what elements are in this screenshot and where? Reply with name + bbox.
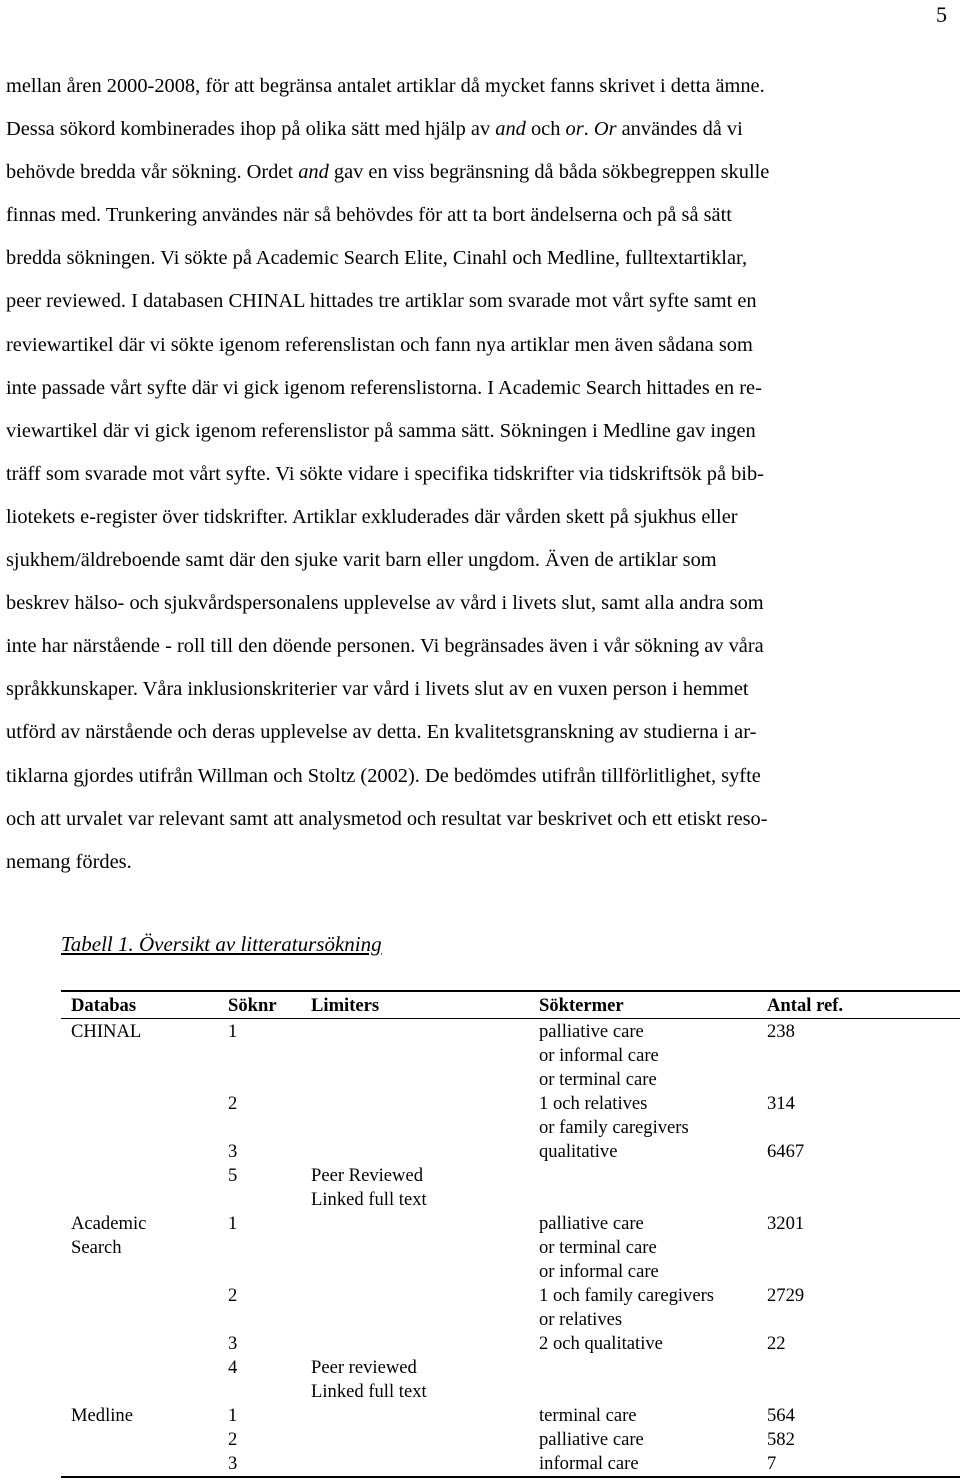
table-cell-ref-count: 7 [767,1453,777,1474]
text-segment: gav en viss begränsning då båda sökbegreppen skulle [328,161,770,184]
table-cell-search-terms: or relatives [539,1309,623,1330]
text-line [6,539,938,582]
text-segment: användes då vi [616,118,743,141]
table-cell-limiters: Linked full text [311,1381,427,1402]
table-cell-search-number: 3 [228,1333,238,1354]
table-cell-search-terms: or terminal care [539,1069,657,1090]
text-segment: träff som svarade mot vårt syfte. Vi sökte vidare i specifika tidskrifter via tidskriftsök på bib- [6,462,764,485]
text-line [6,410,938,453]
text-line [6,841,938,884]
table-bottom-rule [61,1476,960,1478]
table-cell-search-terms: palliative care [539,1021,644,1042]
text-line [6,798,938,841]
text-segment: inte har närstående - roll till den döende personen. Vi begränsades även i vår sökning av våra [6,635,764,658]
table-cell-ref-count: 3201 [767,1213,805,1234]
table-cell-ref-count: 582 [767,1429,795,1450]
text-segment: behövde bredda vår sökning. Ordet [6,161,299,184]
table-cell-search-terms: or informal care [539,1261,659,1282]
italic-term: Or [593,118,617,141]
table-cell-search-terms: or terminal care [539,1237,657,1258]
table-cell-search-terms: 1 och family caregivers [539,1285,715,1306]
text-segment: beskrev hälso- och sjukvårdspersonalens upplevelse av vård i livets slut, samt alla andra som [6,592,764,615]
text-line [6,668,938,711]
table-cell-limiters: Linked full text [311,1189,427,1210]
table-cell-ref-count: 564 [767,1405,795,1426]
text-segment: viewartikel där vi gick igenom referenslistor på samma sätt. Sökningen i Medline gav ingen [6,419,756,442]
text-segment: liotekets e-register över tidskrifter. Artiklar exkluderades där vården skett på sjukhus eller [6,505,738,528]
page-number: 5 [936,2,947,27]
text-segment: och [525,118,566,141]
table-cell-search-terms: or informal care [539,1045,659,1066]
table-cell-search-terms: 1 och relatives [539,1093,648,1114]
italic-term: and [298,161,329,184]
table-cell-search-terms: 2 och qualitative [539,1333,663,1354]
text-segment: finnas med. Trunkering användes när så behövdes för att ta bort ändelserna och på så sätt [6,204,732,227]
text-line [6,711,938,754]
text-line [6,582,938,625]
table-cell-search-number: 3 [228,1453,238,1474]
table-cell-database: Search [71,1237,122,1258]
text-line [6,151,938,194]
text-line [6,280,938,323]
column-header-search-terms: Söktermer [539,995,624,1016]
column-header-search-number: Söknr [228,995,277,1016]
table-cell-ref-count: 22 [767,1333,786,1354]
text-line [6,755,938,798]
table-cell-search-number: 3 [228,1141,238,1162]
body-paragraph [6,65,938,884]
table-cell-database: Medline [71,1405,133,1426]
table-cell-search-terms: palliative care [539,1429,644,1450]
text-segment: bredda sökningen. Vi sökte på Academic Search Elite, Cinahl och Medline, fulltextartiklar, [6,247,748,270]
table-cell-search-number: 4 [228,1357,238,1378]
table-cell-search-number: 2 [228,1285,238,1306]
text-line [6,625,938,668]
text-segment: . [583,118,594,141]
text-line [6,496,938,539]
text-segment: peer reviewed. I databasen CHINAL hittades tre artiklar som svarade mot vårt syfte samt en [6,290,757,313]
text-segment: utförd av närstående och deras upplevelse av detta. En kvalitetsgranskning av studierna i ar- [6,721,757,744]
table-cell-ref-count: 6467 [767,1141,805,1162]
table-cell-ref-count: 238 [767,1021,795,1042]
table-top-rule [61,990,960,992]
text-segment: Dessa sökord kombinerades ihop på olika sätt med hjälp av [6,118,496,141]
table-cell-search-number: 5 [228,1165,238,1186]
text-line [6,237,938,280]
table-cell-database: CHINAL [71,1021,142,1042]
text-segment: reviewartikel där vi sökte igenom referenslistan och fann nya artiklar men även sådana som [6,333,753,356]
table-cell-search-terms: qualitative [539,1141,618,1162]
table-cell-limiters: Peer reviewed [311,1357,417,1378]
text-segment: mellan åren 2000-2008, för att begränsa antalet artiklar då mycket fanns skrivet i detta ämne. [6,75,765,97]
text-line [6,453,938,496]
column-header-database: Databas [71,995,137,1016]
column-header-ref-count: Antal ref. [767,995,844,1016]
table-cell-search-terms: informal care [539,1453,639,1474]
table-header-rule [61,1018,960,1019]
column-header-limiters: Limiters [311,995,380,1016]
table-cell-search-terms: palliative care [539,1213,644,1234]
table-cell-ref-count: 314 [767,1093,795,1114]
table-cell-search-number: 1 [228,1021,238,1042]
table-cell-search-number: 2 [228,1429,238,1450]
text-line [6,324,938,367]
italic-term: or [565,118,584,141]
table-cell-search-terms: terminal care [539,1405,637,1426]
text-line [6,108,938,151]
table-cell-database: Academic [71,1213,147,1234]
text-line [6,367,938,410]
text-segment: inte passade vårt syfte där vi gick igenom referenslistorna. I Academic Search hittades en re- [6,376,762,399]
text-segment: språkkunskaper. Våra inklusionskriterier var vård i livets slut av en vuxen person i hemmet [6,678,749,701]
table-cell-limiters: Peer Reviewed [311,1165,424,1186]
italic-term: and [495,118,526,141]
table-caption: Tabell 1. Översikt av litteratursökning [61,932,382,956]
table-cell-ref-count: 2729 [767,1285,805,1306]
text-line [6,194,938,237]
table-cell-search-number: 2 [228,1093,238,1114]
text-segment: sjukhem/äldreboende samt där den sjuke varit barn eller ungdom. Även de artiklar som [6,549,717,572]
text-line [6,65,938,108]
text-segment: och att urvalet var relevant samt att analysmetod och resultat var beskrivet och ett etiskt reso- [6,807,768,830]
text-segment: nemang fördes. [6,850,132,873]
table-cell-search-number: 1 [228,1405,238,1426]
table-cell-search-number: 1 [228,1213,238,1234]
text-segment: tiklarna gjordes utifrån Willman och Stoltz (2002). De bedömdes utifrån tillförlitlighet, syfte [6,764,761,787]
table-cell-search-terms: or family caregivers [539,1117,689,1138]
